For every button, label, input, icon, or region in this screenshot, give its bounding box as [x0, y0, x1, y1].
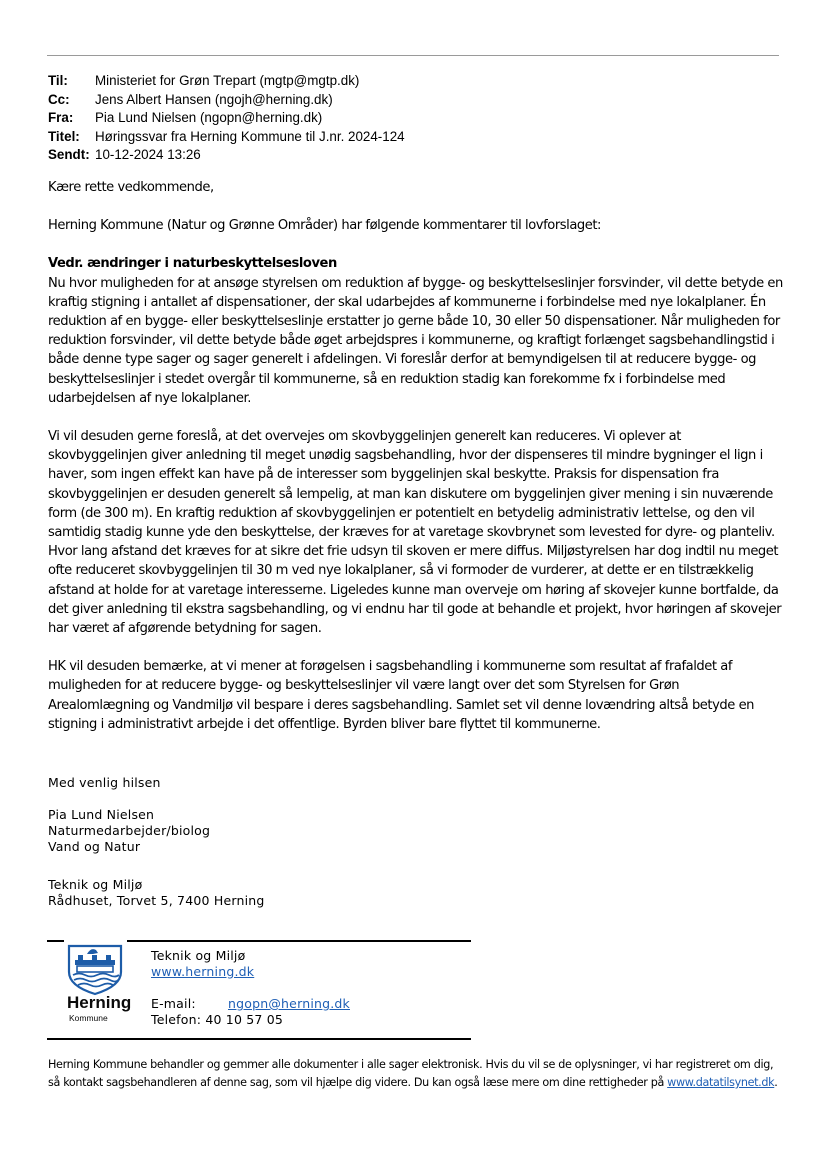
to-row — [48, 72, 405, 91]
from-label: Fra: — [48, 110, 74, 125]
contact-department: Teknik og Miljø — [151, 948, 246, 963]
section-heading: Vedr. ændringer i naturbeskyttelsesloven — [48, 256, 337, 272]
sent-row — [48, 146, 405, 165]
sent-label: Sendt: — [48, 147, 90, 162]
top-divider — [47, 55, 779, 56]
card-top-rule-right — [127, 940, 471, 942]
contact-details — [151, 948, 350, 1028]
to-value: Ministeriet for Grøn Trepart (mgtp@mgtp.dk) — [95, 73, 360, 88]
signer-name: Pia Lund Nielsen — [48, 807, 155, 822]
cc-value: Jens Albert Hansen (ngojh@herning.dk) — [95, 91, 333, 107]
logo-wordmark: Herning — [67, 993, 132, 1012]
title-label: Titel: — [48, 128, 80, 144]
datatilsynet-link[interactable]: www.datatilsynet.dk — [667, 1076, 775, 1089]
signature-block — [48, 775, 265, 909]
title-value: Høringssvar fra Herning Kommune til J.nr. 2024-124 — [95, 128, 405, 144]
sent-value: 10-12-2024 13:26 — [95, 147, 201, 162]
email-header — [48, 72, 405, 165]
cc-row — [48, 91, 405, 110]
to-label: Til: — [48, 73, 68, 88]
letter-body — [48, 178, 783, 734]
contact-card — [47, 940, 471, 1040]
paragraph-2: Vi vil desuden gerne foreslå, at det overvejes om skovbyggelinjen generelt kan reduceres. Vi oplever at skovbyggelinjen giver anledning til meget unødig sagsbehandling, hvor der dispenseres til mindre bygninger el lign i haver, som ingen effekt kan have på de interesser som byggelinjen skal beskytte. Praksis for dispensation fra skovbyggelinjen er desuden generelt så lempelig, at man kan diskutere om byggelinjen giver mening i sin nuværende form (de 300 m). En kraftig reduktion af skovbyggelinjen er potentielt en betydelig administrativ lettelse, og den vil samtidig stadig kunne yde den beskyttelse, der kræves for at varetage skovbrynet som levested for dyre- og planteliv. Hvor lang afstand det kræves for at sikre det frie udsyn til skoven er mere diffus. Miljøstyrelsen har dog indtil nu meget ofte reduceret skovbyggelinjen til 30 m ved nye lokalplaner, så vi formoder de vurderer, at dette er en tilstrækkelig afstand at holde for at varetage interesserne. Ligeledes kunne man overveje om høring af skovejer kunne bortfalde, da det giver anledning til ekstra sagsbehandling, og vi endnu har til gode at behandle et projekt, hvor høringen af skovejer har været af afgørende betydning for sagen. — [48, 429, 782, 637]
closing: Med venlig hilsen — [48, 775, 161, 790]
title-row — [48, 128, 405, 147]
signer-role: Naturmedarbejder/biolog — [48, 823, 211, 838]
paragraph-1: Nu hvor muligheden for at ansøge styrelsen om reduktion af bygge- og beskyttelseslinjer forsvinder, vil dette betyde en kraftig stigning i antallet af dispensationer, der skal udarbejdes af kommunerne i forbindelse med nye lokalplaner. Én reduktion af en bygge- eller beskyttelseslinje erstatter jo gerne både 10, 30 eller 50 dispensationer. Når muligheden for reduktion forsvinder, vil dette betyde både øget arbejdspres i kommunerne, og kraftigt forlænget sagsbehandlingstid i både denne type sager og sager generelt i afdelingen. Vi foreslår derfor at bemyndigelsen til at reducere bygge- og beskyttelseslinjer i stedet overgår til kommunerne, så en reduktion stadig kan forekomme fx i forbindelse med udarbejdelsen af nye lokalplaner. — [48, 275, 783, 406]
email-link[interactable]: ngopn@herning.dk — [228, 996, 350, 1011]
footer-tail: . — [774, 1076, 778, 1089]
card-top-rule-left — [47, 940, 64, 942]
email-label: E-mail: — [151, 996, 196, 1011]
greeting: Kære rette vedkommende, — [48, 180, 214, 195]
from-value: Pia Lund Nielsen (ngopn@herning.dk) — [95, 110, 323, 125]
privacy-footer — [48, 1056, 788, 1092]
website-link[interactable]: www.herning.dk — [151, 964, 255, 979]
signer-address: Rådhuset, Torvet 5, 7400 Herning — [48, 893, 265, 908]
signer-unit: Vand og Natur — [48, 839, 141, 854]
from-row — [48, 109, 405, 128]
logo-subtext: Kommune — [69, 1013, 108, 1023]
card-bottom-rule — [47, 1038, 471, 1040]
paragraph-3: HK vil desuden bemærke, at vi mener at forøgelsen i sagsbehandling i kommunerne som resultat af frafaldet af muligheden for at reducere bygge- og beskyttelseslinjer vil være langt over det som Styrelsen for Grøn Arealomlægning og Vandmiljø vil bespare i deres sagsbehandling. Samlet set vil denne lovændring altså betyde en stigning i administrativt arbejde i det offentlige. Byrden bliver bare flyttet til kommunerne. — [48, 659, 755, 732]
footer-text: Herning Kommune behandler og gemmer alle dokumenter i alle sager elektronisk. Hvis du vil se de oplysninger, vi har registreret om dig, så kontakt sagsbehandleren af denne sag, som vil hjælpe dig videre. Du kan også læse mere om dine rettigheder på — [48, 1058, 774, 1089]
intro-text: Herning Kommune (Natur og Grønne Områder) har følgende kommentarer til lovforslaget: — [48, 218, 602, 234]
cc-label: Cc: — [48, 91, 70, 107]
phone-number: Telefon: 40 10 57 05 — [151, 1012, 284, 1027]
signer-department: Teknik og Miljø — [48, 877, 143, 892]
